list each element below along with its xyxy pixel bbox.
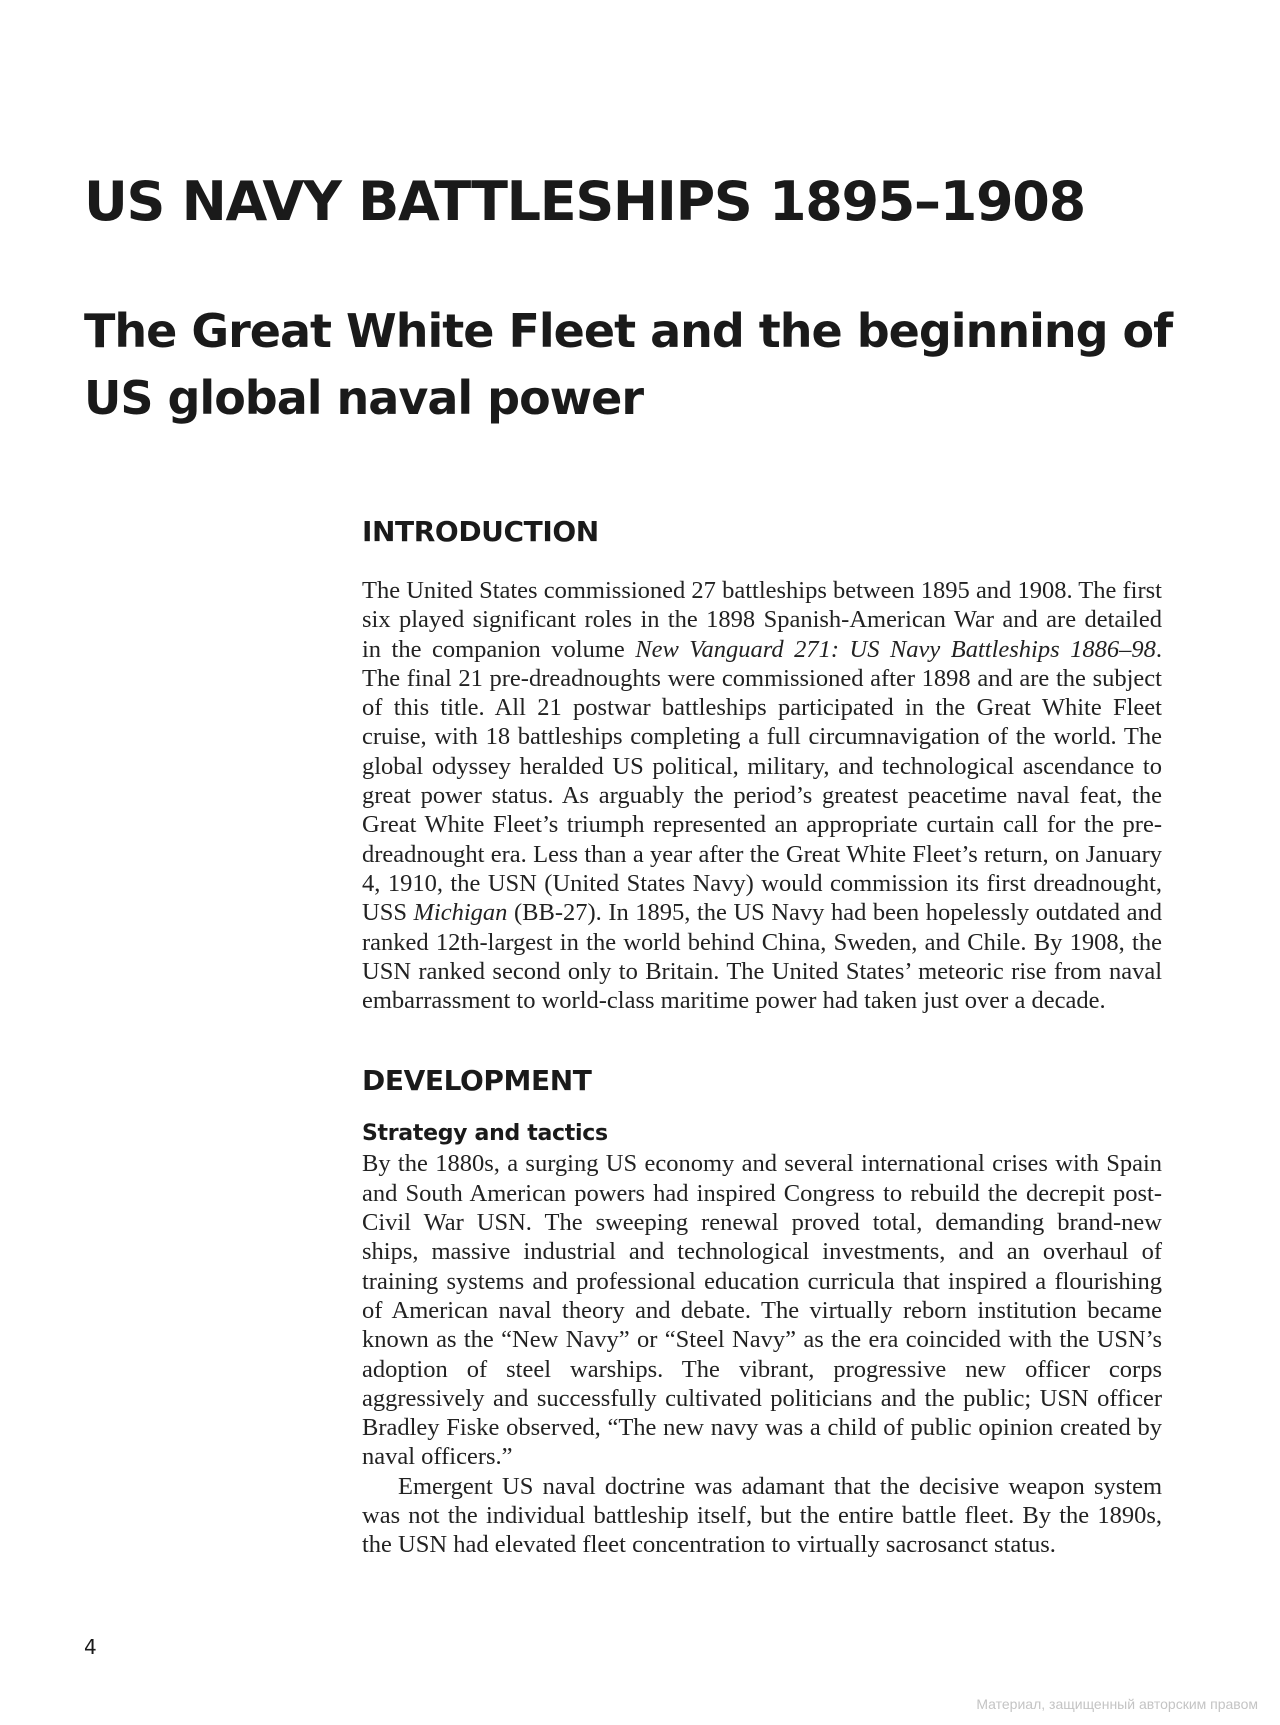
companion-volume-title: New Vanguard 271: US Navy Battleships 1886–98 <box>635 635 1156 663</box>
intro-text-part-3: (BB-27). In 1895, the US Navy had been hopelessly outdated and ranked 12th-largest in the world behind China, Sweden, and Chile. By 1908, the USN ranked second only to Britain. The United States’ meteoric rise from naval embarrassment to world-class maritime power had taken just over a decade. <box>362 899 1162 1015</box>
strategy-tactics-heading: Strategy and tactics <box>362 1121 608 1147</box>
main-content <box>362 510 1162 1560</box>
intro-text-part-1: The United States commissioned 27 battleships between 1895 and 1908. The first six played significant roles in the 1898 Spanish-American War and are detailed in the companion volume <box>362 577 1162 663</box>
book-title: US NAVY BATTLESHIPS 1895–1908 <box>84 170 1085 233</box>
intro-text-part-2: . The final 21 pre-dreadnoughts were commissioned after 1898 and are the subject of this title. All 21 postwar battleships participated in the Great White Fleet cruise, with 18 battleships completing a full circumnavigation of the world. The global odyssey heralded US political, military, and technological ascendance to great power status. As arguably the period’s greatest peacetime naval feat, the Great White Fleet’s triumph represented an appropriate curtain call for the pre-dreadnought era. Less than a year after the Great White Fleet’s return, on January 4, 1910, the USN (United States Navy) would commission its first dreadnought, USS <box>362 635 1162 927</box>
development-heading: DEVELOPMENT <box>362 1064 592 1098</box>
introduction-paragraph <box>362 576 1162 1015</box>
book-subtitle <box>84 298 1184 432</box>
subtitle-line-2: US global naval power <box>84 371 644 425</box>
page-number: 4 <box>84 1635 97 1659</box>
development-paragraph-1: By the 1880s, a surging US economy and several international crises with Spain and South American powers had inspired Congress to rebuild the decrepit post-Civil War USN. The sweeping renewal proved total, demanding brand-new ships, massive industrial and technological investments, and an overhaul of training systems and professional education curricula that inspired a flourishing of American naval theory and debate. The virtually reborn institution became known as the “New Navy” or “Steel Navy” as the era coincided with the USN’s adoption of steel warships. The vibrant, progressive new officer corps aggressively and successfully cultivated politicians and the public; USN officer Bradley Fiske observed, “The new navy was a child of public opinion created by naval officers.” <box>362 1150 1162 1471</box>
copyright-watermark: Материал, защищенный авторским правом <box>976 1696 1258 1712</box>
ship-name: Michigan <box>413 899 508 927</box>
development-paragraph-2: Emergent US naval doctrine was adamant that the decisive weapon system was not the individual battleship itself, but the entire battle fleet. By the 1890s, the USN had elevated fleet concentration to virtually sacrosanct status. <box>362 1472 1162 1559</box>
subtitle-line-1: The Great White Fleet and the beginning of <box>84 304 1173 358</box>
introduction-heading: INTRODUCTION <box>362 515 599 548</box>
